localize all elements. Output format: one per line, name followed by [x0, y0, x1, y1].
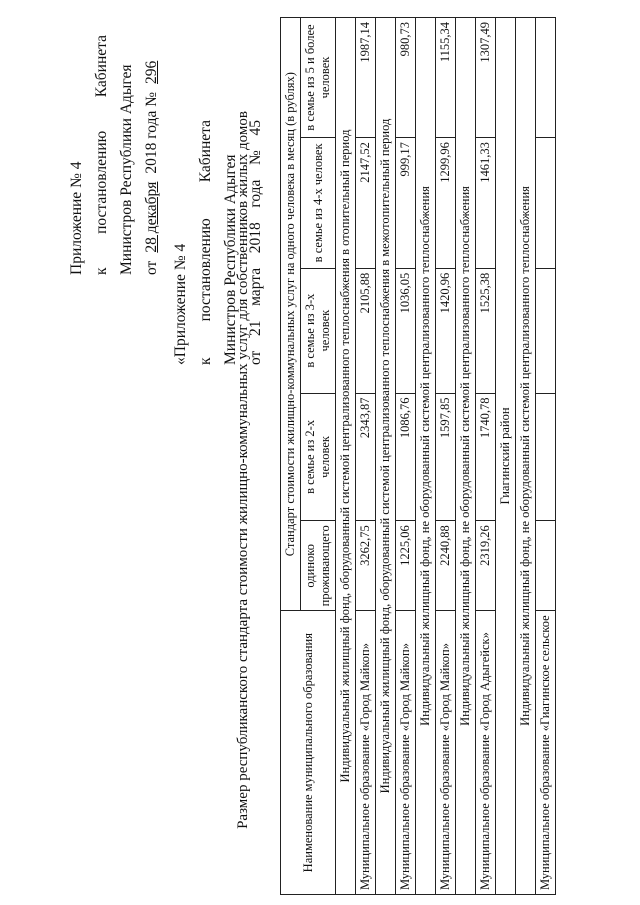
header-single: одиноко проживающего [301, 521, 336, 611]
table-row [356, 18, 376, 895]
appendix-previous-day: 21 [247, 320, 264, 337]
value-single: 1225,06 [396, 521, 416, 611]
value-family-4: 1461,33 [476, 138, 496, 269]
header-row-1 [281, 18, 301, 895]
section-row [376, 18, 396, 895]
appendix-current-ministry: Министров Республики Адыгея [118, 64, 135, 275]
appendix-current-decree: постановлению [93, 130, 110, 234]
section-no-central-heating: Индивидуальный жилищный фонд, не оборудованный системой централизованного теплоснабжения [416, 18, 436, 895]
municipality-name: Муниципальное образование «Город Майкоп» [356, 611, 376, 895]
section-non-heating-period: Индивидуальный жилищный фонд, оборудованный системой централизованного теплоснабжения в межотопительный период [376, 18, 396, 895]
section-row [416, 18, 436, 895]
appendix-previous-from: от [247, 350, 264, 365]
value-family-4: 2147,52 [356, 138, 376, 269]
district-row [496, 18, 516, 895]
value-family-5: 1307,49 [476, 18, 496, 138]
header-family-5: в семье из 5 и более человек [301, 18, 336, 138]
value-family-3: 1036,05 [396, 268, 416, 393]
district-name: Гиагинский район [496, 18, 516, 895]
table-row [536, 18, 556, 895]
header-municipality: Наименование муниципального образования [281, 611, 336, 895]
value-family-4 [536, 138, 556, 269]
document-title: Размер республиканского стандарта стоимости жилищно-коммунальных услуг для собственников жилых домов [235, 111, 251, 829]
appendix-previous-year-word: года [247, 179, 264, 208]
table-row [476, 18, 496, 895]
header-standard: Стандарт стоимости жилищно-коммунальных услуг на одного человека в месяц (в рублях) [281, 18, 301, 611]
value-family-5 [536, 18, 556, 138]
municipality-name: Муниципальное образование «Город Майкоп» [436, 611, 456, 895]
appendix-previous-ministry: Министров Республики Адыгея [222, 154, 239, 365]
table-row [396, 18, 416, 895]
value-family-3: 1525,38 [476, 268, 496, 393]
appendix-previous-prep: к [197, 357, 214, 365]
appendix-current-cabinet: Кабинета [93, 35, 110, 98]
appendix-current-number: 296 [143, 60, 160, 84]
value-family-2: 1597,85 [436, 393, 456, 521]
value-family-3 [536, 268, 556, 393]
section-row [456, 18, 476, 895]
value-family-5: 1155,34 [436, 18, 456, 138]
appendix-previous-year: 2018 [247, 222, 264, 254]
municipality-name: Муниципальное образование «Город Майкоп» [396, 611, 416, 895]
value-family-3: 2105,88 [356, 268, 376, 393]
header-family-3: в семье из 3-х человек [301, 268, 336, 393]
appendix-current-year: 2018 года № [143, 91, 160, 174]
appendix-previous-line1: «Приложение № 4 [172, 243, 189, 365]
value-single: 2240,88 [436, 521, 456, 611]
appendix-current [64, 35, 164, 275]
municipality-name: Муниципальное образование «Гиагинское сельское [536, 611, 556, 895]
appendix-previous-month: марта [247, 267, 264, 306]
value-family-2: 1086,76 [396, 393, 416, 521]
appendix-previous-number: 45 [247, 120, 264, 136]
value-family-5: 1987,14 [356, 18, 376, 138]
section-heating-period: Индивидуальный жилищный фонд, оборудованный системой централизованного теплоснабжения в отопительный период [336, 18, 356, 895]
section-no-central-heating-giaginsky: Индивидуальный жилищный фонд, не оборудованный системой централизованного теплоснабжения [516, 18, 536, 895]
header-family-4: в семье из 4-х человек [301, 138, 336, 269]
section-row [336, 18, 356, 895]
value-family-3: 1420,96 [436, 268, 456, 393]
table-row [436, 18, 456, 895]
header-family-2: в семье из 2-х человек [301, 393, 336, 521]
standard-cost-table [280, 17, 556, 895]
appendix-current-date: 28 декабря [143, 181, 160, 253]
section-no-central-heating-adygeysk: Индивидуальный жилищный фонд, не оборудованный системой централизованного теплоснабжения [456, 18, 476, 895]
appendix-current-prep: к [93, 267, 110, 275]
value-single: 3262,75 [356, 521, 376, 611]
appendix-previous [168, 120, 268, 365]
appendix-previous-num-sign: № [247, 150, 264, 165]
appendix-previous-cabinet: Кабинета [197, 120, 214, 183]
appendix-current-from: от [143, 260, 160, 275]
value-family-5: 980,73 [396, 18, 416, 138]
section-row [516, 18, 536, 895]
value-family-2: 2343,87 [356, 393, 376, 521]
value-single [536, 521, 556, 611]
municipality-name: Муниципальное образование «Город Адыгейск» [476, 611, 496, 895]
value-family-2: 1740,78 [476, 393, 496, 521]
appendix-previous-decree: постановлению [197, 218, 214, 322]
value-family-2 [536, 393, 556, 521]
value-family-4: 999,17 [396, 138, 416, 269]
value-family-4: 1299,96 [436, 138, 456, 269]
appendix-current-line1: Приложение № 4 [68, 161, 85, 275]
value-single: 2319,26 [476, 521, 496, 611]
